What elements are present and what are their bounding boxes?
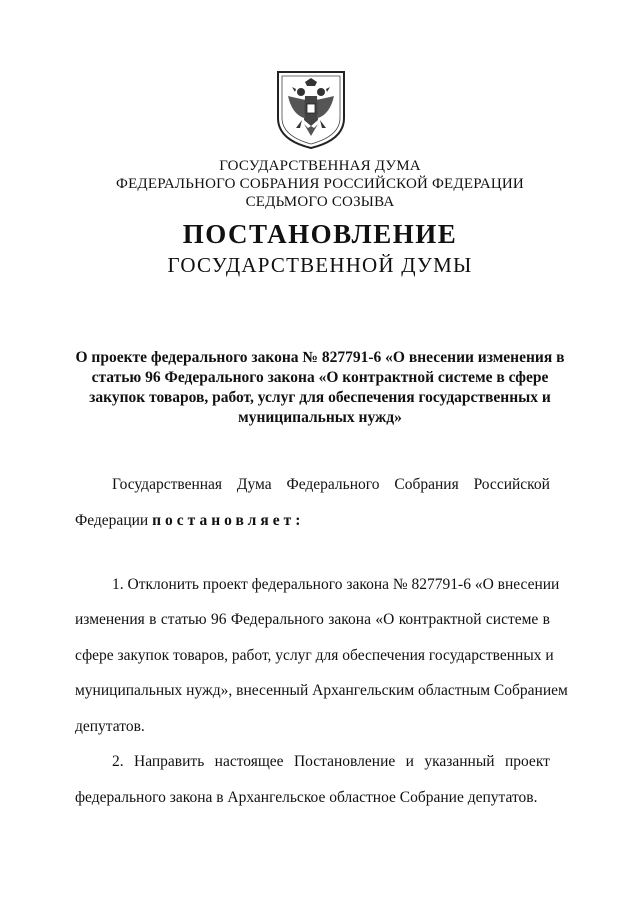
- preamble-verb: постановляет:: [152, 512, 305, 529]
- preamble-line-2: [75, 512, 304, 530]
- item1-line-3: сфере закупок товаров, работ, услуг для обеспечения государственных и: [75, 647, 554, 664]
- item2-line-1: [112, 753, 550, 771]
- subject-line-1: О проекте федерального закона № 827791-6 «О внесении изменения в: [75, 349, 565, 366]
- preamble-word: Российской: [473, 476, 550, 493]
- item2-word: и: [405, 753, 414, 770]
- preamble-word: Федерального: [286, 476, 380, 493]
- document-title: ПОСТАНОВЛЕНИЕ: [182, 219, 458, 249]
- item2-word: настоящее: [214, 753, 284, 770]
- document-subtitle: ГОСУДАРСТВЕННОЙ ДУМЫ: [167, 253, 473, 277]
- item2-line-2: федерального закона в Архангельское областное Собрание депутатов.: [75, 789, 538, 806]
- preamble-word: Дума: [236, 476, 272, 493]
- header-line-2: ФЕДЕРАЛЬНОГО СОБРАНИЯ РОССИЙСКОЙ ФЕДЕРАЦИИ: [116, 176, 524, 192]
- coat-of-arms-emblem: [274, 68, 348, 150]
- item1-line-2: изменения в статью 96 Федерального закона «О контрактной системе в: [75, 611, 550, 628]
- item2-word: 2.: [112, 753, 124, 770]
- item2-word: указанный: [424, 753, 495, 770]
- item2-word: Направить: [134, 753, 205, 770]
- preamble-line-1: [112, 476, 550, 494]
- item1-line-1: 1. Отклонить проект федерального закона № 827791-6 «О внесении: [112, 576, 560, 593]
- preamble-federation: Федерации: [75, 512, 149, 529]
- preamble-word: Собрания: [394, 476, 459, 493]
- subject-line-2: статью 96 Федерального закона «О контрактной системе в сфере: [91, 369, 549, 386]
- subject-line-3: закупок товаров, работ, услуг для обеспечения государственных и: [89, 389, 551, 406]
- item2-word: проект: [504, 753, 550, 770]
- item2-word: Постановление: [293, 753, 396, 770]
- subject-line-4: муниципальных нужд»: [238, 409, 402, 426]
- item1-line-5: депутатов.: [75, 718, 145, 735]
- header-line-3: СЕДЬМОГО СОЗЫВА: [245, 194, 395, 210]
- header-line-1: ГОСУДАРСТВЕННАЯ ДУМА: [219, 158, 421, 174]
- item1-line-4: муниципальных нужд», внесенный Архангельским областным Собранием: [75, 682, 568, 699]
- preamble-word: Государственная: [112, 476, 223, 493]
